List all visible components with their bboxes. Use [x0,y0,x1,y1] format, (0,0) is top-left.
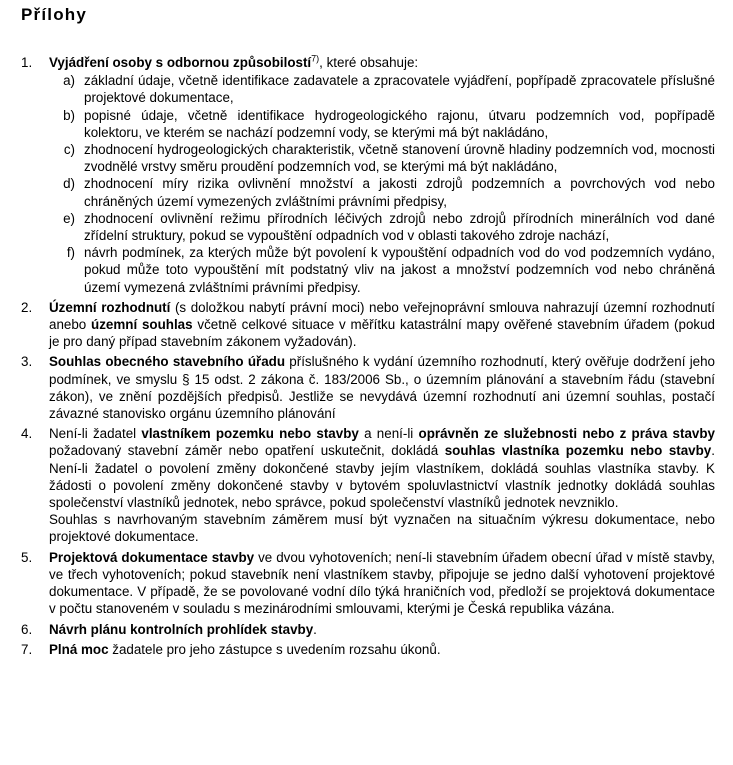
item-number: 3. [21,354,33,370]
item-bold-text: souhlas vlastníka pozemku nebo stavby [444,443,712,459]
sub-item-b [49,107,715,141]
item-text: . [313,621,317,637]
item-text: (s doložkou nabytí právní moci) nebo veřejnoprávní smlouva nahrazují územní rozhodnutí anebo [49,299,715,333]
sub-letter: b) [63,107,75,123]
sub-letter: e) [63,210,75,226]
item-text: . Není-li žadatel o povolení změny dokončené stavby jejím vlastníkem, dokládá souhlas vlastníka stavby. K žádosti o povolení změny dokončené stavby v bytovém spoluvlastnictví vlastník jednotky dokládá souhlas společenství vlastníků jednotek, nebo správce, pokud společenství vlastníků jednotek nevzniklo. [49,443,715,511]
footnote-ref: 7) [311,53,320,64]
sub-item-a [49,72,715,106]
item-number: 6. [21,621,33,637]
item-number: 2. [21,299,33,315]
sub-letter: a) [63,73,75,89]
item-bold-text: Projektová dokumentace stavby [49,549,255,565]
sub-text: zhodnocení ovlivnění režimu přírodních léčivých zdrojů nebo zdrojů přírodních minerálních vod dané zřídelní struktury, pokud se vypouštění odpadních vod v oblasti takového zdroje nachází, [84,210,715,244]
sub-text: zhodnocení míry rizika ovlivnění množství a jakosti zdrojů podzemních a povrchových vod nebo chráněných území vymezených zvláštními právními předpisy, [84,176,715,209]
item-text: příslušného k vydání územního rozhodnutí, který ověřuje dodržení jeho podmínek, ve smyslu § 15 odst. 2 zákona č. 183/2006 Sb., o územním plánování a stavebním řádu (stavební zákon), ve znění pozdějších předpisů. Jestliže se nevydává územní rozhodnutí ani územní souhlas, postačí závazné stanovisko orgánu územního plánování [49,354,716,422]
item-lead [49,54,715,71]
item-extra-paragraph: Souhlas s navrhovaným stavebním záměrem musí být vyznačen na situačním výkresu dokumentace, nebo projektové dokumentace. [49,512,715,545]
sub-text: popisné údaje, včetně identifikace hydrogeologického rajonu, útvaru podzemních vod, popřípadě kolektoru, ve kterém se nachází podzemní vody, se kterými má být nakládáno, [84,107,715,140]
list-item-2 [0,299,733,351]
list-item-7 [0,641,733,658]
item-bold-text: Plná moc [49,641,109,657]
list-item-5 [0,549,733,618]
item-bold-text: Návrh plánu kontrolních prohlídek stavby [49,621,314,637]
sub-letter: c) [63,142,75,158]
item-text: Není-li žadatel [49,426,142,442]
item-number: 5. [21,549,33,565]
sub-text: základní údaje, včetně identifikace zadavatele a zpracovatele vyjádření, popřípadě zpracovatele příslušné projektové dokumentace, [84,73,715,106]
item-text: včetně celkové situace v měřítku katastrální mapy ověřené stavebním úřadem (pokud je pro daný případ stavebním zákonem vyžadován). [49,317,716,350]
sub-item-c [49,141,715,175]
sub-list [49,72,715,296]
list-item-3 [0,353,733,422]
sub-letter: d) [63,176,75,192]
item-number: 1. [21,55,33,70]
page-title: Přílohy [21,5,88,24]
item-bold-text: Územní rozhodnutí [49,299,171,315]
list-item-4 [0,425,733,545]
item-bold-text: Souhlas obecného stavebního úřadu [49,354,286,370]
item-text: a není-li [358,426,419,442]
item-bold-text: Vyjádření osoby s odbornou způsobilostí [49,55,312,70]
item-text: , které obsahuje: [319,55,419,70]
item-text: ve dvou vyhotoveních; není-li stavebním úřadem obecní úřad v místě stavby, ve třech vyhotoveních; pokud stavebník není vlastníkem stavby, připojuje se jedno další vyhotovení projektové dokumentace. V případě, že se povolované vodní dílo týká hraničních vod, předloží se projektová dokumentace v počtu stanoveném v souladu s mezinárodními smlouvami, kterými je Česká republika vázána. [49,549,715,617]
sub-item-f [49,244,715,296]
attachments-list [0,54,733,658]
list-item-6 [0,621,733,638]
item-bold-text: oprávněn ze služebnosti nebo z práva stavby [418,426,715,442]
list-item-1 [0,54,733,296]
sub-text: zhodnocení hydrogeologických charakteristik, včetně stanovení úrovně hladiny podzemních vod, mocnosti zvodnělé vrstvy směru proudění podzemních vod, se kterými má být nakládáno, [84,142,715,175]
sub-letter: f) [66,245,75,261]
item-number: 4. [21,426,33,442]
item-text: žadatele pro jeho zástupce s uvedením rozsahu úkonů. [108,641,441,657]
item-text: požadovaný stavební záměr nebo opatření uskutečnit, dokládá [49,443,445,459]
item-bold-text: územní souhlas [91,317,193,333]
sub-text: návrh podmínek, za kterých může být povolení k vypouštění odpadních vod do vod podzemních vydáno, pokud může toto vypouštění mít podstatný vliv na jakost a množství podzemních vod nebo chráněná území vymezená zvláštními právními předpisy. [84,245,715,295]
item-number: 7. [21,641,33,657]
item-bold-text: vlastníkem pozemku nebo stavby [141,426,359,442]
sub-item-e [49,210,715,244]
sub-item-d [49,175,715,209]
